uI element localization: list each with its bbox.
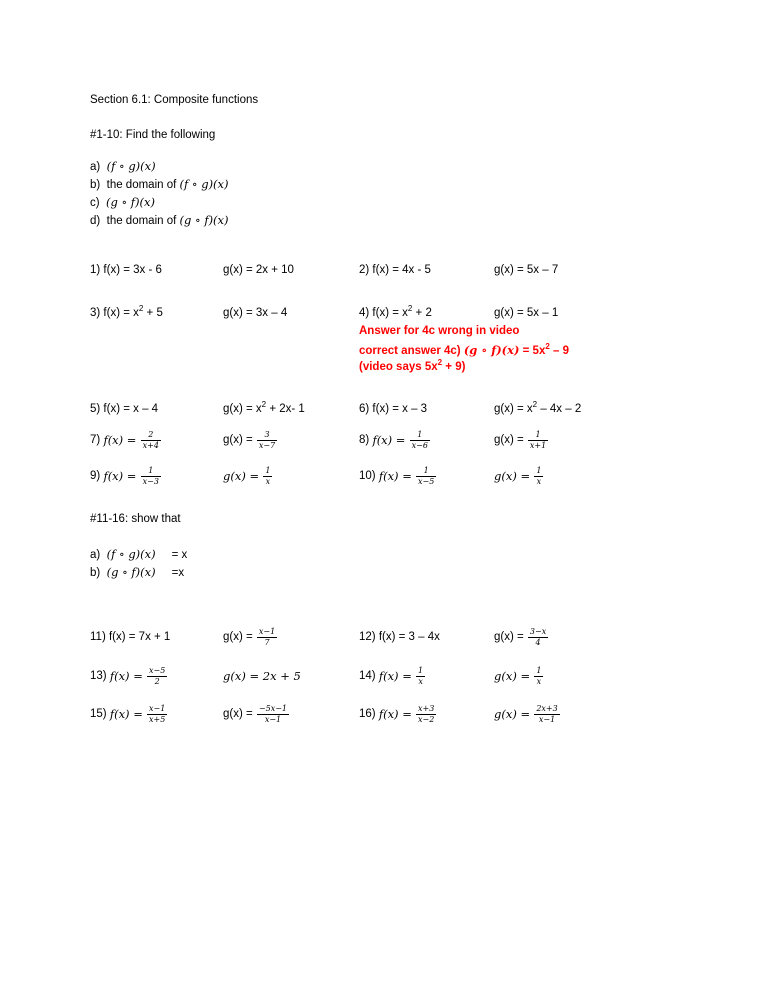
problem-1-f: 1) f(x) = 3x - 6 [90,264,162,276]
task-expr: (g ∘ f)(x) [179,213,229,227]
problem-8-f [359,427,431,453]
problem-2-f: 2) f(x) = 4x - 5 [359,264,431,276]
fraction [528,430,548,451]
problem-14-f [359,663,426,689]
denominator: x−7 [258,440,276,450]
numerator: 3−x [529,626,547,636]
fraction [528,627,548,648]
f-lhs: f(x) = [378,469,412,483]
problem-6-f: 6) f(x) = x – 3 [359,403,428,415]
problem-8-g [494,427,549,453]
denominator: x [534,676,543,687]
show-task-a [90,547,187,561]
problem-4-f [359,304,432,319]
part1-heading: #1-10: Find the following [90,129,216,141]
numerator: 3 [264,429,270,439]
denominator: x+5 [149,714,166,724]
problem-3-f-text: 3) f(x) = x [90,307,139,319]
numerator: 1 [423,465,429,475]
problem-16-f [359,701,437,727]
g-lhs: g(x) = [494,707,531,721]
f-lhs: f(x) = [109,707,143,721]
exponent: 2 [437,358,443,368]
problem-16-g [494,701,561,727]
task-expr: (f ∘ g)(x) [106,159,156,173]
problem-7-f [90,427,162,453]
problem-4-f-rest: + 2 [412,307,432,319]
problem-12-f-text: 12) f(x) = 3 – 4x [359,631,440,643]
task-prefix: the domain of [106,179,180,191]
problem-11-f-text: 11) f(x) = 7x + 1 [90,631,171,643]
note-text: (video says 5x [359,361,438,373]
problem-number: 14) [359,670,376,682]
problem-1-g: g(x) = 2x + 10 [223,264,294,276]
denominator: 2 [147,676,167,687]
problem-10-f [359,463,437,489]
denominator: x+1 [529,440,547,450]
problem-2-g: g(x) = 5x – 7 [494,264,559,276]
numerator: x−5 [149,665,166,675]
f-lhs: f(x) = [103,433,137,447]
problem-11-g [223,624,278,650]
task-rhs: = x [171,549,188,561]
problem-number: 7) [90,434,101,446]
numerator: x+3 [418,703,435,713]
numerator: 1 [535,429,541,439]
f-lhs: f(x) = [378,669,412,683]
task-prefix: the domain of [106,215,180,227]
note-expr: (g ∘ f)(x) [463,343,520,357]
problem-3-f [90,304,163,319]
task-b [90,177,229,191]
note-text: = 5x [519,345,546,357]
fraction [257,627,277,648]
g-lhs: g(x) = [223,434,253,446]
problem-7-g [223,427,278,453]
fraction [416,704,436,725]
denominator: x−2 [418,714,435,724]
problem-3-f-rest: + 5 [143,307,163,319]
problem-11-f [90,624,170,650]
fraction [410,430,430,451]
problem-13-g [223,663,301,689]
task-rhs: =x [171,567,185,579]
g-lhs: g(x) = [223,631,253,643]
fraction [416,666,425,687]
g-lhs: g(x) = [223,469,260,483]
problem-6-g-rest: – 4x – 2 [537,403,582,415]
denominator: x+4 [142,440,159,450]
f-lhs: f(x) = [103,469,137,483]
problem-number: 15) [90,708,107,720]
task-a [90,159,156,173]
fraction [534,704,559,725]
denominator: x [534,476,543,487]
g-lhs: g(x) = [494,631,524,643]
part2-heading: #11-16: show that [90,513,181,525]
numerator: −5x−1 [258,703,288,713]
problem-14-g [494,663,544,689]
note-text: correct answer 4c) [359,345,464,357]
fraction [257,704,289,725]
correction-note-line3 [359,358,466,373]
task-expr: (f ∘ g)(x) [106,547,156,561]
problem-6-g [494,400,582,415]
problem-5-g-text: g(x) = x [223,403,262,415]
numerator: 2x+3 [536,703,558,713]
problem-12-g [494,624,549,650]
task-label: a) [90,549,101,561]
denominator: 7 [257,637,277,648]
denominator: x−3 [142,476,159,486]
problem-number: 9) [90,470,101,482]
problem-9-g [223,463,273,489]
note-text: + 9) [442,361,466,373]
problem-6-g-text: g(x) = x [494,403,533,415]
note-text: – 9 [549,345,569,357]
numerator: 1 [418,665,424,675]
numerator: x−1 [149,703,166,713]
denominator: x−5 [418,476,435,486]
f-lhs: f(x) = [372,433,406,447]
task-expr: (g ∘ f)(x) [106,565,156,579]
exponent: 2 [532,400,538,410]
problem-15-g [223,701,290,727]
g-lhs: g(x) = [223,708,253,720]
problem-13-f [90,663,168,689]
g-lhs: g(x) = [494,469,531,483]
fraction [147,666,167,687]
problem-number: 10) [359,470,376,482]
task-label: b) [90,179,101,191]
problem-5-g [223,400,305,415]
task-label: a) [90,161,101,173]
show-task-b [90,565,184,579]
problem-4-f-text: 4) f(x) = x [359,307,408,319]
numerator: 1 [148,465,154,475]
task-label: c) [90,197,100,209]
exponent: 2 [138,304,144,314]
exponent: 2 [545,342,550,352]
numerator: 1 [265,465,271,475]
fraction [263,466,272,487]
denominator: x−6 [411,440,428,450]
correction-note-line2 [359,343,569,357]
fraction [147,704,167,725]
numerator: 2 [148,429,154,439]
problem-15-f [90,701,168,727]
numerator: 1 [536,665,542,675]
problem-number: 13) [90,670,107,682]
g-lhs: g(x) = [494,434,524,446]
problem-4-g: g(x) = 5x – 1 [494,307,559,319]
problem-12-f [359,624,440,650]
denominator: x−1 [534,714,559,725]
task-c [90,195,155,209]
task-d [90,213,229,227]
denominator: x−1 [257,714,289,725]
fraction [141,466,161,487]
fraction [257,430,277,451]
fraction [534,466,543,487]
denominator: x [263,476,272,487]
problem-number: 8) [359,434,370,446]
task-expr: (g ∘ f)(x) [105,195,155,209]
numerator: 1 [417,429,423,439]
denominator: x [416,676,425,687]
exponent: 2 [407,304,413,314]
problem-13-g-text: g(x) = 2x + 5 [223,669,301,683]
task-expr: (f ∘ g)(x) [179,177,229,191]
f-lhs: f(x) = [109,669,143,683]
fraction [141,430,161,451]
problem-number: 16) [359,708,376,720]
problem-10-g [494,463,544,489]
problem-5-g-rest: + 2x- 1 [266,403,305,415]
problem-5-f: 5) f(x) = x – 4 [90,403,159,415]
problem-9-f [90,463,162,489]
numerator: x−1 [258,626,276,636]
task-label: d) [90,215,101,227]
fraction [416,466,436,487]
numerator: 1 [536,465,542,475]
denominator: 4 [528,637,548,648]
g-lhs: g(x) = [494,669,531,683]
task-label: b) [90,567,101,579]
f-lhs: f(x) = [378,707,412,721]
page-title: Section 6.1: Composite functions [90,94,259,106]
fraction [534,666,543,687]
problem-3-g: g(x) = 3x – 4 [223,307,288,319]
exponent: 2 [261,400,267,410]
correction-note-line1: Answer for 4c wrong in video [359,325,520,337]
